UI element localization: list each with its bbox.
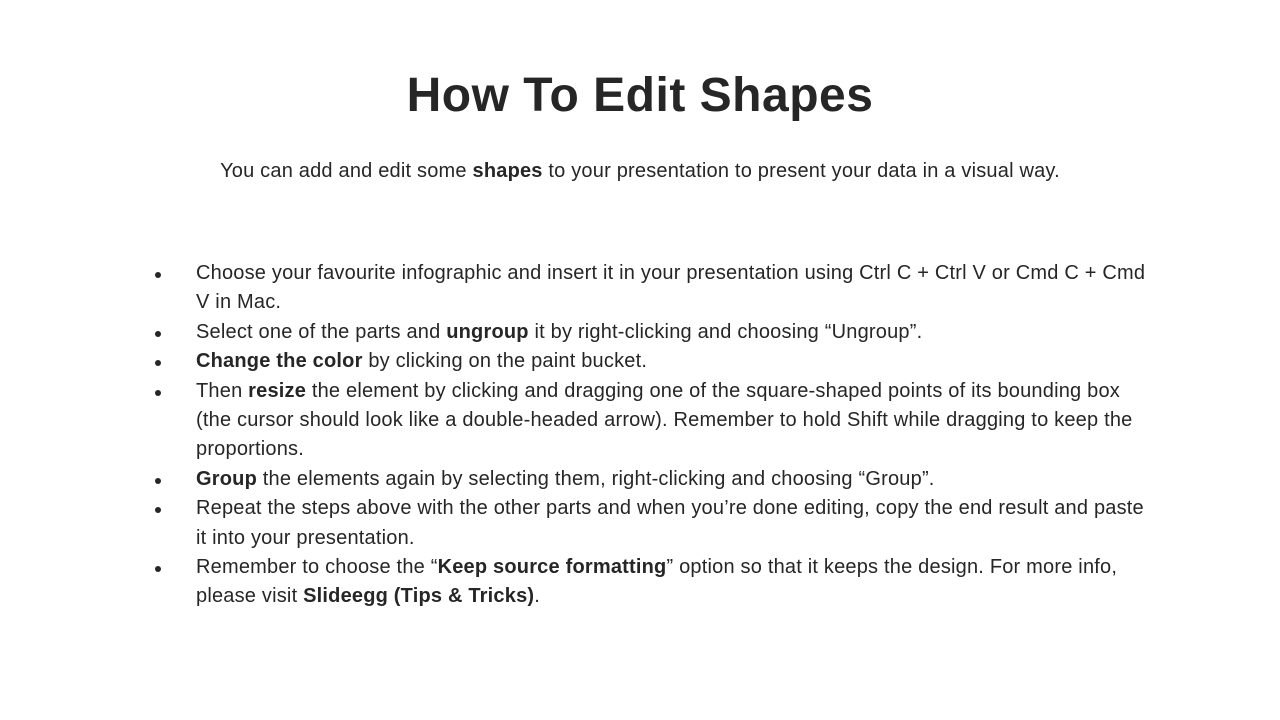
list-item-text: . — [534, 585, 541, 608]
list-item — [150, 465, 1160, 494]
bullet-icon — [155, 507, 161, 513]
list-item-bold-text: Change the color — [196, 350, 363, 373]
list-item — [150, 259, 1160, 318]
list-item-text: Select one of the parts and — [196, 320, 447, 343]
slide-title: How To Edit Shapes — [406, 69, 874, 122]
bullet-icon — [155, 390, 161, 396]
list-item — [150, 318, 1160, 347]
list-item-text: by clicking on the paint bucket. — [362, 350, 648, 373]
list-item-bold-text: Keep source formatting — [437, 556, 667, 579]
list-item-text: the element by clicking and dragging one of the square-shaped points of its bounding box (the cursor should look like a double-headed arrow). Remember to hold Shift while dragging to keep the proportions. — [196, 379, 1133, 461]
slide-subtitle — [0, 160, 1280, 183]
bullet-icon — [155, 360, 161, 366]
subtitle-text: to your presentation to present your data in a visual way. — [542, 160, 1060, 182]
list-item-bold-text: resize — [248, 379, 307, 402]
list-item-text: it by right-clicking and choosing “Ungroup”. — [528, 320, 923, 343]
bullet-icon — [155, 331, 161, 337]
bullet-icon — [155, 478, 161, 484]
bullet-icon — [155, 566, 161, 572]
list-item-text: ” option so that it keeps the design. For more info, please visit — [196, 556, 1118, 608]
subtitle-bold-text: shapes — [472, 160, 543, 182]
list-item — [150, 553, 1160, 612]
list-item — [150, 377, 1160, 465]
subtitle-text: You can add and edit some — [220, 160, 473, 182]
instruction-list — [150, 259, 1160, 612]
list-item-text: Remember to choose the “ — [196, 556, 438, 579]
list-item-bold-text: ungroup — [446, 320, 529, 343]
list-item — [150, 347, 1160, 376]
list-item — [150, 494, 1160, 553]
list-item-text: Then — [196, 379, 249, 402]
list-item-bold-text: Group — [196, 467, 257, 490]
tips-tricks-link-text: Slideegg (Tips & Tricks) — [303, 585, 535, 608]
list-item-text: the elements again by selecting them, right-clicking and choosing “Group”. — [257, 467, 935, 490]
list-item-text: Choose your favourite infographic and insert it in your presentation using Ctrl C + Ctrl V or Cmd C + Cmd V in Mac. — [196, 262, 1146, 314]
list-item-text: Repeat the steps above with the other parts and when you’re done editing, copy the end result and paste it into your presentation. — [196, 497, 1144, 549]
bullet-icon — [155, 272, 161, 278]
